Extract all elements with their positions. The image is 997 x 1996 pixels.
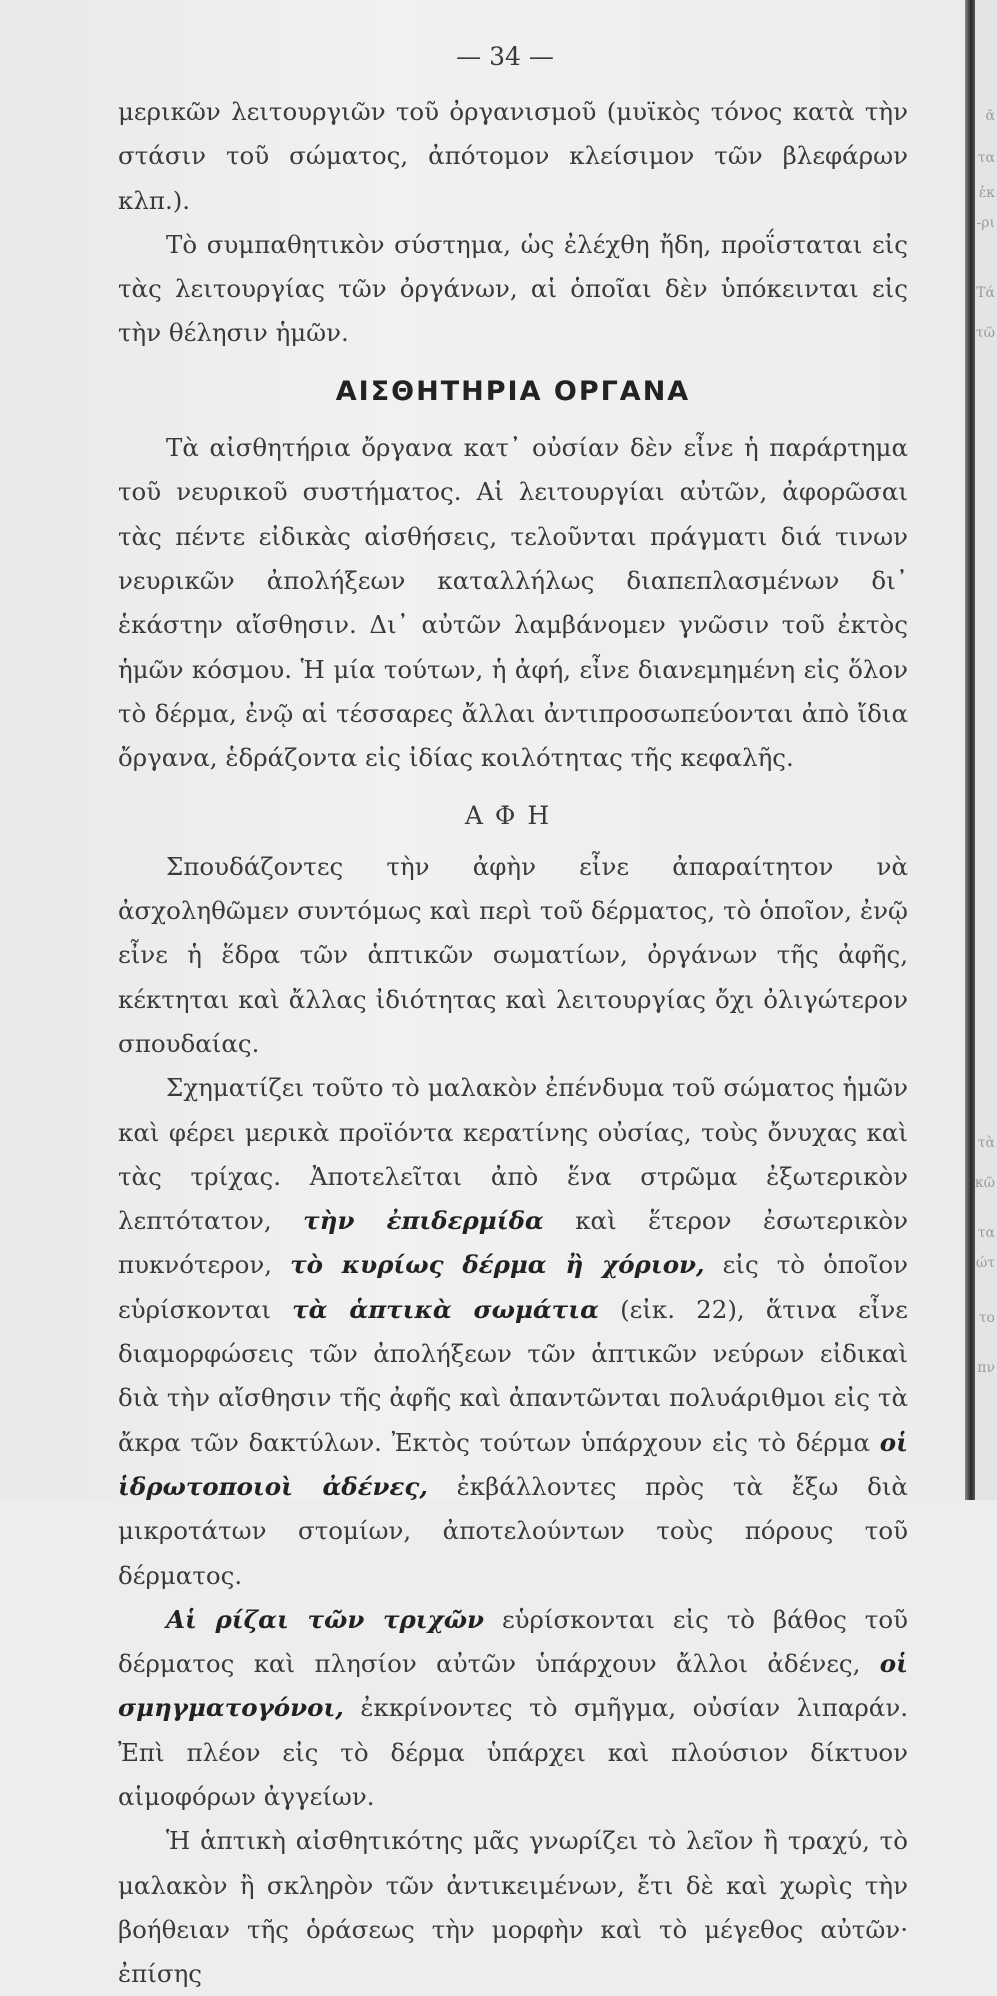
page-number: — 34 —	[456, 42, 554, 71]
book-binding	[965, 0, 975, 1500]
emphasis-term: Αἱ ρίζαι τῶν τριχῶν	[166, 1604, 485, 1634]
edge-mark: τῶ	[975, 325, 995, 341]
edge-mark: κῶ	[974, 1175, 995, 1191]
paragraph: μερικῶν λειτουργιῶν τοῦ ὀργανισμοῦ (μυϊκὸς τόνος κατὰ τὴν στάσιν τοῦ σώματος, ἀπότομον κλείσιμον τῶν βλεφάρων κλπ.).	[118, 97, 908, 215]
text-run: εἰς τὸ ὁποῖον εὑρίσκονται	[118, 1250, 908, 1324]
text-run: ἐκκρίνοντες τὸ σμῆγμα, οὐσίαν λιπαράν. Ἐπὶ πλέον εἰς τὸ δέρμα ὑπάρχει καὶ πλούσιον δίκτυον αἱμοφόρων ἀγγείων.	[118, 1693, 908, 1811]
text-run: καὶ ἕτερον ἐσωτερικὸν πυκνότερον,	[118, 1206, 909, 1280]
edge-mark: τὰ	[977, 1135, 995, 1151]
edge-mark: Τά	[976, 285, 995, 301]
edge-mark: ώτ	[975, 1255, 995, 1271]
edge-mark: τα	[977, 150, 995, 166]
edge-mark: -ρι	[976, 215, 995, 231]
emphasis-term: οἱ ἱδρωτοποιοὶ ἀδένες,	[118, 1427, 908, 1501]
edge-mark: το	[978, 1310, 995, 1326]
edge-mark: ἑκ	[978, 185, 995, 201]
paragraph: Τὸ συμπαθητικὸν σύστημα, ὡς ἐλέχθη ἤδη, προΐσταται εἰς τὰς λειτουργίας τῶν ὀργάνων, αἱ ὁποῖαι δὲν ὑπόκεινται εἰς τὴν θέλησιν ἡμῶν.	[118, 229, 908, 348]
section-subheading: ΑΦΗ	[464, 801, 562, 831]
edge-mark: ᾶ	[985, 108, 995, 124]
text-run: εὑρίσκονται εἰς τὸ βάθος τοῦ δέρματος καὶ πλησίον αὐτῶν ὑπάρχουν ἄλλοι ἀδένες,	[118, 1604, 908, 1679]
emphasis-term: τὸ κυρίως δέρμα ἢ χόριον,	[290, 1250, 705, 1280]
paragraph: Ἡ ἁπτικὴ αἰσθητικότης μᾶς γνωρίζει τὸ λεῖον ἢ τραχύ, τὸ μαλακὸν ἢ σκληρὸν τῶν ἀντικειμένων, ἔτι δὲ καὶ χωρὶς τὴν βοήθειαν τῆς ὁράσεως τὴν μορφὴν καὶ τὸ μέγεθος αὐτῶν· ἐπίσης	[118, 1826, 908, 1989]
page-body	[118, 90, 908, 1996]
paragraph	[118, 1598, 908, 1819]
adjacent-page-edge	[975, 0, 997, 1500]
section-heading: ΑΙΣΘΗΤΗΡΙΑ ΟΡΓΑΝΑ	[335, 375, 691, 407]
emphasis-term: τὴν ἐπιδερμίδα	[303, 1206, 544, 1236]
text-run: ἐκβάλλοντες πρὸς τὰ ἔξω διὰ μικροτάτων στομίων, ἀποτελούντων τοὺς πόρους τοῦ δέρματος.	[118, 1471, 908, 1590]
emphasis-term: οἱ σμηγματογόνοι,	[118, 1649, 908, 1723]
emphasis-term: τὰ ἁπτικὰ σωμάτια	[292, 1294, 599, 1324]
text-run: Σχηματίζει τοῦτο τὸ μαλακὸν ἐπένδυμα τοῦ σώματος ἡμῶν καὶ φέρει μερικὰ προϊόντα κερατίνης οὐσίας, τοὺς ὄνυχας καὶ τὰς τρίχας. Ἀποτελεῖται ἀπὸ ἕνα στρῶμα ἐξωτερικὸν λεπτότατον,	[118, 1073, 908, 1236]
paragraph: Σπουδάζοντες τὴν ἀφὴν εἶνε ἀπαραίτητον νὰ ἀσχοληθῶμεν συντόμως καὶ περὶ τοῦ δέρματος, τὸ ὁποῖον, ἐνῷ εἶνε ἡ ἕδρα τῶν ἁπτικῶν σωματίων, ὀργάνων τῆς ἀφῆς, κέκτηται καὶ ἄλλας ἰδιότητας καὶ λειτουργίας ὄχι ὀλιγώτερον σπουδαίας.	[118, 851, 908, 1058]
paragraph	[118, 1066, 908, 1598]
edge-mark: τα	[977, 1225, 995, 1241]
paragraph: Τὰ αἰσθητήρια ὄργανα κατ᾽ οὐσίαν δὲν εἶνε ἡ παράρτημα τοῦ νευρικοῦ συστήματος. Αἱ λειτουργίαι αὐτῶν, ἀφορῶσαι τὰς πέντε εἰδικὰς αἰσθήσεις, τελοῦνται πράγματι διά τινων νευρικῶν ἀπολήξεων καταλλήλως διαπεπλασμένων δι᾽ ἑκάστην αἴσθησιν. Δι᾽ αὐτῶν λαμβάνομεν γνῶσιν τοῦ ἐκτὸς ἡμῶν κόσμου. Ἡ μία τούτων, ἡ ἀφή, εἶνε διανεμημένη εἰς ὅλον τὸ δέρμα, ἐνῷ αἱ τέσσαρες ἄλλαι ἀντιπροσωπεύονται ἀπὸ ἴδια ὄργανα, ἑδράζοντα εἰς ἰδίας κοιλότητας τῆς κεφαλῆς.	[118, 433, 908, 773]
edge-mark: πν	[977, 1360, 995, 1376]
text-run: (εἰκ. 22), ἅτινα εἶνε διαμορφώσεις τῶν ἀπολήξεων τῶν ἁπτικῶν νεύρων εἰδικαὶ διὰ τὴν αἴσθησιν τῆς ἀφῆς καὶ ἀπαντῶνται πολυάριθμοι εἰς τὰ ἄκρα τῶν δακτύλων. Ἐκτὸς τούτων ὑπάρχουν εἰς τὸ δέρμα	[118, 1294, 908, 1457]
